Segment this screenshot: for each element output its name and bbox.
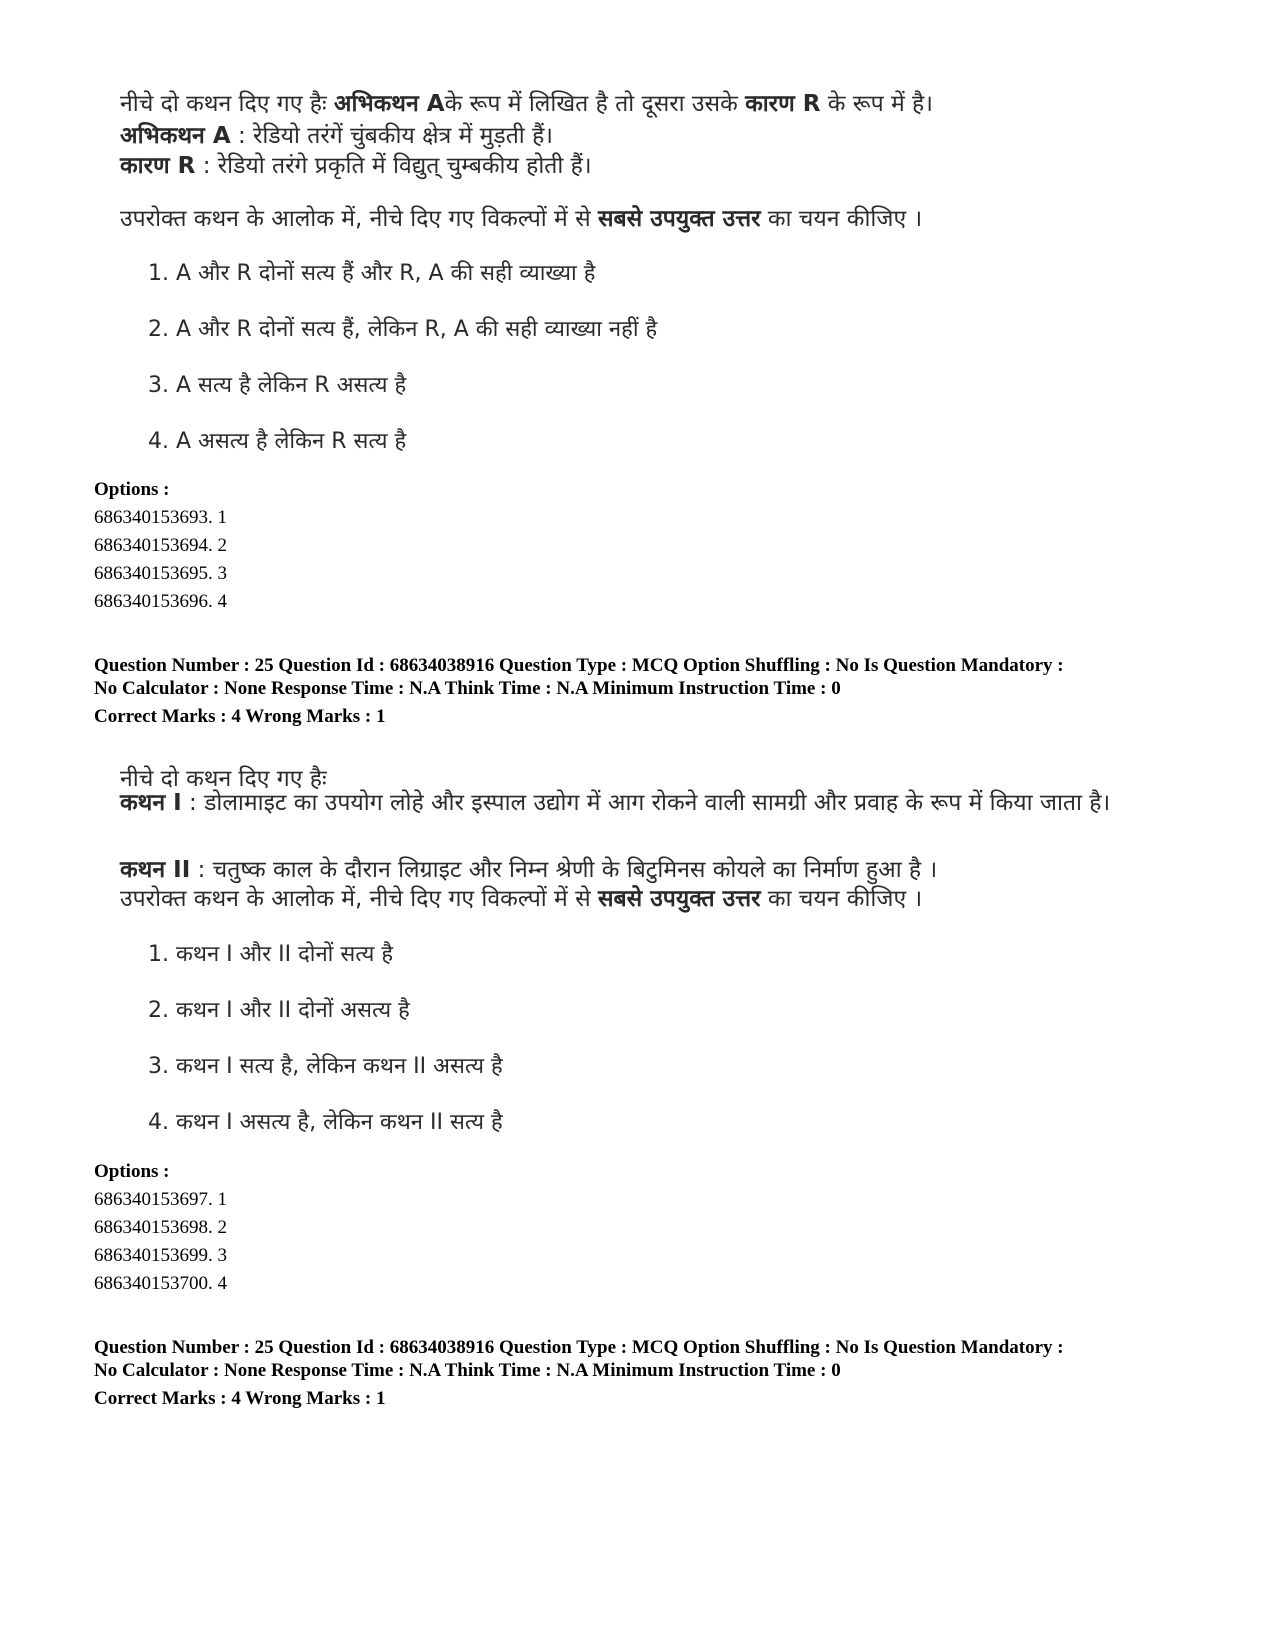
q24-choice-3: 3. A सत्य है लेकिन R असत्य है bbox=[148, 373, 407, 398]
q25-choice-4: 4. कथन I असत्य है, लेकिन कथन II सत्य है bbox=[148, 1110, 503, 1135]
q25-choice-2: 2. कथन I और II दोनों असत्य है bbox=[148, 998, 410, 1023]
meta2-line1: Question Number : 25 Question Id : 68634038916 Question Type : MCQ Option Shuffling : No Is Question Mandatory : bbox=[94, 1337, 1064, 1358]
q24-choice-4: 4. A असत्य है लेकिन R सत्य है bbox=[148, 429, 407, 454]
meta2-line2: No Calculator : None Response Time : N.A Think Time : N.A Minimum Instruction Time : 0 bbox=[94, 1360, 841, 1381]
q24-option-4: 686340153696. 4 bbox=[94, 591, 227, 612]
q25-intro: नीचे दो कथन दिए गए हैः bbox=[120, 766, 327, 792]
q25-options-label: Options : bbox=[94, 1161, 170, 1182]
q24-option-2: 686340153694. 2 bbox=[94, 535, 227, 556]
q25-option-1: 686340153697. 1 bbox=[94, 1189, 227, 1210]
meta1-line2: No Calculator : None Response Time : N.A Think Time : N.A Minimum Instruction Time : 0 bbox=[94, 678, 841, 699]
q24-option-1: 686340153693. 1 bbox=[94, 507, 227, 528]
meta1-line3: Correct Marks : 4 Wrong Marks : 1 bbox=[94, 706, 386, 727]
q24-choice-1: 1. A और R दोनों सत्य हैं और R, A की सही व्याख्या है bbox=[148, 261, 596, 286]
q24-option-3: 686340153695. 3 bbox=[94, 563, 227, 584]
q25-instruction: उपरोक्त कथन के आलोक में, नीचे दिए गए विकल्पों में से सबसे उपयुक्त उत्तर का चयन कीजिए । bbox=[120, 886, 923, 912]
q24-assertion: अभिकथन A : रेडियो तरंगें चुंबकीय क्षेत्र में मुड़ती हैं। bbox=[120, 123, 554, 149]
q24-choice-2: 2. A और R दोनों सत्य हैं, लेकिन R, A की सही व्याख्या नहीं है bbox=[148, 317, 658, 342]
q25-choice-1: 1. कथन I और II दोनों सत्य है bbox=[148, 942, 394, 967]
q24-options-label: Options : bbox=[94, 479, 170, 500]
q25-choice-3: 3. कथन I सत्य है, लेकिन कथन II असत्य है bbox=[148, 1054, 503, 1079]
q24-intro: नीचे दो कथन दिए गए हैः अभिकथन Aके रूप में लिखित है तो दूसरा उसके कारण R के रूप में है। bbox=[120, 91, 933, 117]
q25-option-2: 686340153698. 2 bbox=[94, 1217, 227, 1238]
q25-statement-2: कथन II : चतुष्क काल के दौरान लिग्राइट और निम्न श्रेणी के बिटुमिनस कोयले का निर्माण हुआ है । bbox=[120, 857, 938, 883]
q25-option-4: 686340153700. 4 bbox=[94, 1273, 227, 1294]
meta2-line3: Correct Marks : 4 Wrong Marks : 1 bbox=[94, 1388, 386, 1409]
q25-option-3: 686340153699. 3 bbox=[94, 1245, 227, 1266]
q24-instruction: उपरोक्त कथन के आलोक में, नीचे दिए गए विकल्पों में से सबसे उपयुक्त उत्तर का चयन कीजिए । bbox=[120, 206, 923, 232]
q25-statement-1: कथन I : डोलामाइट का उपयोग लोहे और इस्पाल उद्योग में आग रोकने वाली सामग्री और प्रवाह के रूप में किया जाता है। bbox=[120, 790, 1111, 816]
q24-reason: कारण R : रेडियो तरंगे प्रकृति में विद्युत् चुम्बकीय होती हैं। bbox=[120, 153, 592, 179]
meta1-line1: Question Number : 25 Question Id : 68634038916 Question Type : MCQ Option Shuffling : No Is Question Mandatory : bbox=[94, 655, 1064, 676]
